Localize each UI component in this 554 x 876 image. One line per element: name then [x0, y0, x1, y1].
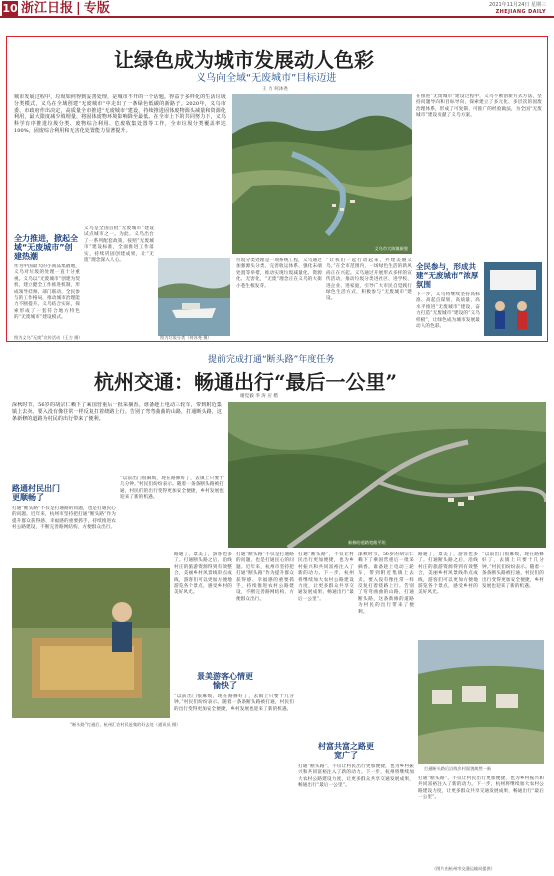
story1-activity-photo: [484, 262, 542, 336]
story2-col-title-3: 村富共富之路更宽广了: [318, 742, 374, 760]
boat-image: [158, 258, 230, 336]
issue-date: 2021年11月24日 星期三: [488, 2, 546, 8]
story2-kicker: 提前完成打通“断头路”年度任务: [208, 355, 335, 365]
story2-col-body-5: “以前出门很麻烦，现在路修好了，去镇上只要十几分钟。”村民们纷纷表示。随着一条条断头路被打通，村民们的出行变得更加安全便捷，乡村发展也迎来了新的机遇。: [174, 694, 294, 712]
story2-photo-caption-1: “断头路”打通后，杭州汇农村民赶集的好去处（通讯员 摄）: [70, 722, 181, 727]
story2-col-body-7: 深秋时节，56岁的胡宗仁赖下了乘国营重后一批采摘香。谁备趁上电动三轮车，带到附近集镇上去卖。要入没有像往常一样反复打着绕路上行。告别了弯弯曲曲的山路，打通断头路，这条新修的道路为村民的出行带来了便利。: [358, 552, 414, 615]
village-image: [418, 640, 544, 764]
story2-photo-caption-3: 打通断头路后沿线乡村面貌焕然一新: [424, 766, 492, 771]
story2-col-body-3b: 打通“断头路”不仅是打通路的问题，也是打通民心的问题。近年来，杭州市坚持把打通“断头路”作为提升群众获得感、幸福感的重要抓手，持续推进农村公路建设，不断完善路网结构，方便群众出行。: [236, 552, 294, 602]
story1-headline: 让绿色成为城市发展动人色彩: [114, 48, 374, 72]
story1-col-body-4: 在推进“无废城市”建设过程中，义乌不断创新方式方法，坚持问题导向和目标导向，探索建立了多元化、多层次的固废治理体系，形成了可复制、可推广的经验做法，为全国“无废城市”建设贡献了义乌方案。: [416, 94, 542, 119]
paper-name: 浙江日报 | 专版: [21, 1, 110, 16]
story1-col-body-6: 下一步，义乌将继续坚持高标准、高起点谋划，高质量、高水平推进“无废城市”建设，奋力打造“无废城市”建设的“义乌样板”，让绿色成为城市发展最动人的色彩。: [416, 292, 480, 330]
page-header: [0, 0, 554, 18]
story1-photo-caption-1: 义乌市大陈镇新貌: [374, 246, 408, 251]
story2-lead: 深秋时节，56岁的胡宗仁赖下了乘国营重后一批采摘香。谁备趁上电动三轮车，带到附近集镇上去卖。要入没有像往常一样反复打着绕路上行。告别了弯弯曲曲的山路，打通断头路，这条新修的道路为村民的出行带来了便利。: [12, 402, 222, 422]
story1-boat-photo: [158, 258, 230, 336]
story1-col-body-3: 垃圾分类处理是一项系统工程，义乌通过加强源头分类、完善收运体系、强化末端处置等举措，推动实现垃圾减量化、资源化、无害化，“无废”理念正在义乌的大街小巷生根发芽。: [236, 258, 322, 289]
story1-photo-caption-3: 图为垃圾分类（何沐尧 摄）: [160, 335, 212, 340]
story2-col-body-1: 打通“断头路”不仅是打通路的问题，也是打通民心的问题。近年来，杭州市坚持把打通“断头路”作为提升群众获得感、幸福感的重要抓手，持续推进农村公路建设，不断完善路网结构，方便群众出行。: [12, 506, 116, 531]
story2-col-body-2: “以前出门很麻烦，现在路修好了，去镇上只要十几分钟。”村民们纷纷表示。随着一条条断头路被打通，村民们的出行变得更加安全便捷，乡村发展也迎来了新的机遇。: [120, 476, 224, 501]
story1-col-body-1: 作为中国最大的小商品集散地，义乌对垃圾的处理一直十分重视。义乌以“无废城市”创建为契机，建立健全工作推进机制，形成领导挂帅、部门联动、全民参与的工作格局，推动城市治理能力不断提升。义乌结合实际，探索形成了一套符合地方特色的“无废城市”建设模式。: [14, 264, 80, 321]
story2-villager-photo: [12, 568, 170, 718]
story2-road-photo: [228, 402, 546, 548]
story2-photo-caption-4: （图片由杭州市交通运输局提供）: [432, 866, 495, 871]
paper-logo: ZHEJIANG DAILY: [495, 9, 546, 15]
story2-col-body-6: 打通“断头路”，不仅让村民出行更加便捷，也为乡村振兴和共同富裕注入了新的动力。下一步，杭州将继续加大农村公路建设力度，让更多群众共享交通发展成果，畅通出行“最后一公里”。: [298, 552, 354, 602]
lake-landscape-image: [232, 94, 412, 254]
story1-col-body-2: 义乌是全国首批“无废城市”建设试点城市之一。为此，义乌出台了一系列配套政策，按照“无废城市”建设标准，全面推进工作落实，持续巩固创建成果，让“无废”理念深入人心。: [84, 226, 154, 264]
story2-headline: 杭州交通：畅通出行“最后一公里”: [94, 370, 398, 394]
story2-byline: 谢觉毅 李 涛 应 楷: [240, 394, 278, 399]
story2-col-body-10: 打通“断头路”，不仅让村民出行更加便捷，也为乡村振兴和共同富裕注入了新的动力。下一步，杭州将继续加大农村公路建设力度，让更多群众共享交通发展成果，畅通出行“最后一公里”。: [418, 776, 544, 801]
story1-lead: 城市发展过程中，垃圾如何得到妥善处理，是城市不开的一个话题。得益于多样化的生活垃圾分类模式，义乌在全域创建“无废城市”中走出了一条绿色低碳的新路子。2020年，义乌市委、市政府作出决定，高质量全市推进“无废城市”建设，持续推进固体废物源头减量和资源化利用，最大限度减少填埋量，将固体废物环境影响降至最低。在全市上下的共同努力下，义乌科学有序推进垃圾分类、废物综合利用、危废收集处置等工作，全市垃圾分类覆盖率达100%，固废综合利用和无害化处置能力显著提升。: [14, 94, 226, 134]
story1-byline: 王 力 何沐尧: [262, 87, 288, 92]
story1-photo-caption-2: 图为义乌“无废”宣传活动（王力 摄）: [14, 335, 83, 340]
mountain-road-image: [228, 402, 546, 548]
story2-photo-caption-2: 新修的道路宽敞平坦: [348, 540, 386, 545]
story1-col-title-1: 全力推进，掀起全域“无废城市”创建热潮: [14, 234, 78, 261]
page-number: 10: [2, 2, 18, 15]
story2-col-title-1: 路通村民出门更顺畅了: [12, 484, 60, 502]
story1-col-title-2: 全民参与，形成共建“无废城市”浓厚氛围: [416, 262, 479, 289]
story2-col-body-8: 路通了，景美了，游客也多了。打通断头路之后，沿线村庄的旅游资源得到有效整合，美丽乡村风景线串点成线，游客们可以更加方便地游览各个景点，感受乡村的美好风光。: [418, 552, 478, 596]
story1-col-body-3b: “让我们一起行动起来，共建美丽义乌。”在全市范围内，一场绿色生活的新风尚正在兴起。义乌通过开展形式多样的宣传活动，推动垃圾分类进社区、进学校、进企业、进家庭，引导广大市民自觉践行绿色生活方式，积极参与“无废城市”建设。: [326, 258, 412, 302]
story2-col-body-3: 路通了，景美了，游客也多了。打通断头路之后，沿线村庄的旅游资源得到有效整合，美丽乡村风景线串点成线，游客们可以更加方便地游览各个景点，感受乡村的美好风光。: [174, 552, 232, 596]
activity-image: [484, 262, 542, 336]
section-name: 专版: [83, 1, 110, 16]
story2-col-body-4: 打通“断头路”，不仅让村民出行更加便捷，也为乡村振兴和共同富裕注入了新的动力。下一步，杭州将继续加大农村公路建设力度，让更多群众共享交通发展成果，畅通出行“最后一公里”。: [298, 764, 414, 789]
story2-col-body-9: “以前出门很麻烦，现在路修好了，去镇上只要十几分钟。”村民们纷纷表示。随着一条条断头路被打通，村民们的出行变得更加安全便捷，乡村发展也迎来了新的机遇。: [482, 552, 544, 590]
story1-subheadline: 义乌向全域“无废城市”目标迈进: [196, 73, 337, 84]
story2-col-title-2: 景美游客心情更愉快了: [197, 672, 253, 690]
story1-hero-photo: [232, 94, 412, 254]
villager-image: [12, 568, 170, 718]
story2-village-photo: [418, 640, 544, 764]
